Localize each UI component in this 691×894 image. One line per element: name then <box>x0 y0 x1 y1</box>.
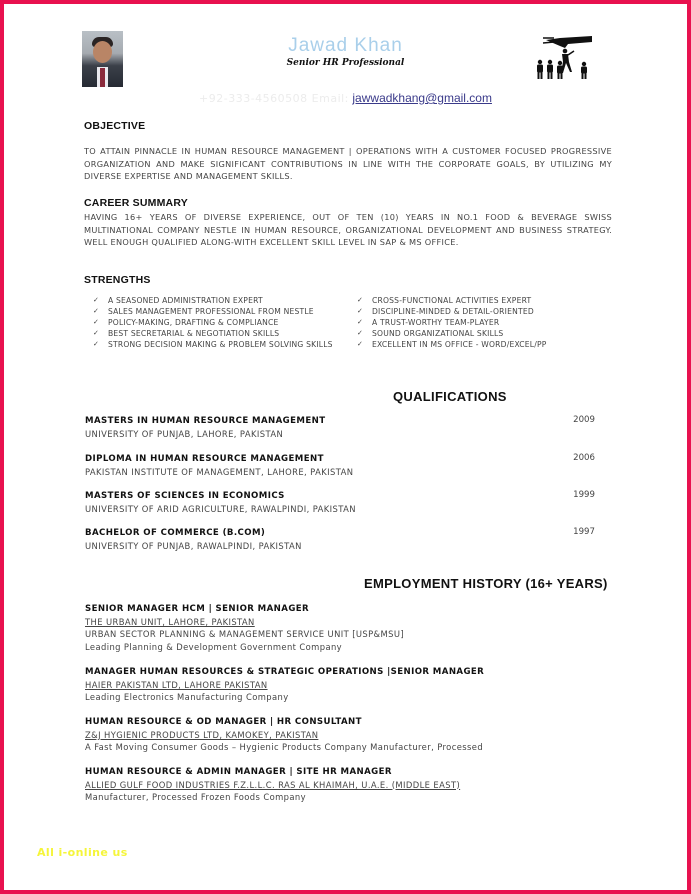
qualification-year: 2006 <box>573 453 595 463</box>
company-name: ALLIED GULF FOOD INDUSTRIES F.Z.L.L.C. RAS AL KHAIMAH, U.A.E. (MIDDLE EAST) <box>85 779 461 790</box>
strengths-list-left <box>84 295 346 350</box>
strength-item: ✓ A SEASONED ADMINISTRATION EXPERT <box>93 296 263 305</box>
hr-team-logo-icon <box>532 32 596 82</box>
check-icon: ✓ <box>357 340 364 348</box>
qualification-year: 1999 <box>573 490 595 500</box>
strength-item: ✓ POLICY-MAKING, DRAFTING & COMPLIANCE <box>93 318 279 327</box>
employment-item <box>85 716 595 754</box>
candidate-title: Senior HR Professional <box>286 58 405 68</box>
job-title: MANAGER HUMAN RESOURCES & STRATEGIC OPERATIONS |SENIOR MANAGER <box>85 667 485 677</box>
employment-item <box>85 666 595 704</box>
watermark-text: All i-online us <box>37 846 128 859</box>
qualifications-heading: QUALIFICATIONS <box>393 389 507 404</box>
objective-text: TO ATTAIN PINNACLE IN HUMAN RESOURCE MANAGEMENT | OPERATIONS WITH A CUSTOMER FOCUSED PROGRESSIVE ORGANIZATION AND MAKE SIGNIFICANT CONTRIBUTIONS IN LINE WITH THE CORPORATE GOALS, BY UTILIZING MY DIVERSE EXPERTISE AND MANAGEMENT SKILLS. <box>84 146 612 181</box>
qualification-institution: PAKISTAN INSTITUTE OF MANAGEMENT, LAHORE, PAKISTAN <box>85 466 354 477</box>
contact-line <box>4 91 687 105</box>
qualification-title: DIPLOMA IN HUMAN RESOURCE MANAGEMENT <box>85 454 324 464</box>
qualification-item <box>85 453 595 478</box>
career-summary-heading: CAREER SUMMARY <box>84 197 188 209</box>
check-icon: ✓ <box>93 329 100 337</box>
qualification-title: MASTERS OF SCIENCES IN ECONOMICS <box>85 491 285 501</box>
check-icon: ✓ <box>93 307 100 315</box>
qualification-institution: UNIVERSITY OF ARID AGRICULTURE, RAWALPINDI, PAKISTAN <box>85 503 356 514</box>
strength-item: ✓ BEST SECRETARIAL & NEGOTIATION SKILLS <box>93 329 280 338</box>
company-name: THE URBAN UNIT, LAHORE, PAKISTAN <box>85 616 255 627</box>
job-title: HUMAN RESOURCE & ADMIN MANAGER | SITE HR MANAGER <box>85 767 392 777</box>
job-title: HUMAN RESOURCE & OD MANAGER | HR CONSULTANT <box>85 717 362 727</box>
employment-item <box>85 766 595 804</box>
company-description: Leading Electronics Manufacturing Company <box>85 692 289 702</box>
strength-item: ✓ EXCELLENT IN MS OFFICE - WORD/EXCEL/PP <box>357 340 547 349</box>
qualification-year: 2009 <box>573 415 595 425</box>
strength-item: ✓ A TRUST-WORTHY TEAM-PLAYER <box>357 318 500 327</box>
company-name: HAIER PAKISTAN LTD, LAHORE PAKISTAN <box>85 679 268 690</box>
qualification-title: MASTERS IN HUMAN RESOURCE MANAGEMENT <box>85 416 326 426</box>
qualification-item <box>85 490 595 515</box>
check-icon: ✓ <box>357 307 364 315</box>
objective-heading: OBJECTIVE <box>84 120 146 132</box>
check-icon: ✓ <box>357 296 364 304</box>
strength-item: ✓ SOUND ORGANIZATIONAL SKILLS <box>357 329 504 338</box>
job-title: SENIOR MANAGER HCM | SENIOR MANAGER <box>85 604 310 614</box>
qualification-year: 1997 <box>573 527 595 537</box>
strength-item: ✓ STRONG DECISION MAKING & PROBLEM SOLVING SKILLS <box>93 340 333 349</box>
check-icon: ✓ <box>93 318 100 326</box>
check-icon: ✓ <box>357 329 364 337</box>
qualification-item <box>85 527 595 552</box>
qualification-institution: UNIVERSITY OF PUNJAB, LAHORE, PAKISTAN <box>85 428 284 439</box>
strength-item: ✓ SALES MANAGEMENT PROFESSIONAL FROM NESTLE <box>93 307 314 316</box>
resume-page <box>4 4 687 890</box>
candidate-name: Jawad Khan <box>288 35 403 56</box>
qualification-item <box>85 415 595 440</box>
company-description: URBAN SECTOR PLANNING & MANAGEMENT SERVICE UNIT [USP&MSU] <box>85 629 405 639</box>
strengths-heading: STRENGTHS <box>84 274 151 286</box>
check-icon: ✓ <box>357 318 364 326</box>
company-description: Manufacturer, Processed Frozen Foods Company <box>85 792 306 802</box>
career-summary-text: HAVING 16+ YEARS OF DIVERSE EXPERIENCE, OUT OF TEN (10) YEARS IN NO.1 FOOD & BEVERAGE SWISS MULTINATIONAL COMPANY NESTLE IN HUMAN RESOURCE, ORGANIZATIONAL DEVELOPMENT AND BUSINESS STRATEGY. WELL ENOUGH QUALIFIED ALONG-WITH EXCELLENT SKILL LEVEL IN SAP & MS OFFICE. <box>84 212 612 247</box>
email-link[interactable]: jawwadkhang@gmail.com <box>352 91 492 105</box>
phone-text: +92-333-4560508 Email: <box>199 92 349 105</box>
company-description: A Fast Moving Consumer Goods – Hygienic Products Company Manufacturer, Processed <box>85 742 484 752</box>
check-icon: ✓ <box>93 340 100 348</box>
company-description: Leading Planning & Development Government Company <box>85 641 343 652</box>
employment-item <box>85 603 595 653</box>
employment-heading: EMPLOYMENT HISTORY (16+ YEARS) <box>364 576 608 591</box>
check-icon: ✓ <box>93 296 100 304</box>
company-name: Z&J HYGIENIC PRODUCTS LTD, KAMOKEY, PAKISTAN <box>85 729 319 740</box>
strength-item: ✓ DISCIPLINE-MINDED & DETAIL-ORIENTED <box>357 307 534 316</box>
strengths-list-right <box>348 295 608 350</box>
qualification-title: BACHELOR OF COMMERCE (B.COM) <box>85 528 266 538</box>
qualification-institution: UNIVERSITY OF PUNJAB, RAWALPINDI, PAKISTAN <box>85 540 302 551</box>
strength-item: ✓ CROSS-FUNCTIONAL ACTIVITIES EXPERT <box>357 296 532 305</box>
